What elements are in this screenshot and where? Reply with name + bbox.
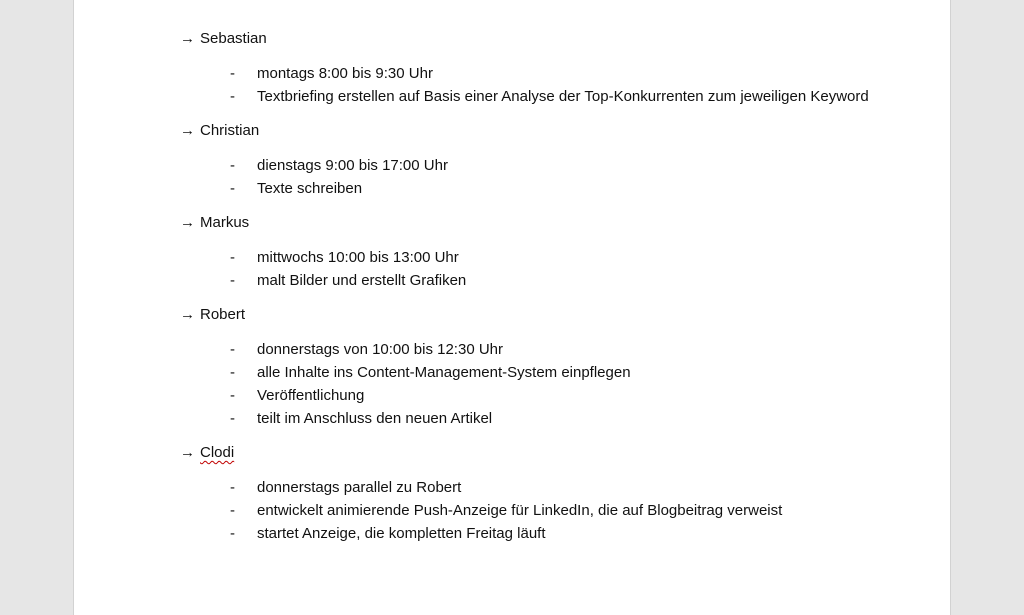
dash-bullet: - <box>230 249 235 266</box>
list-item-text: Textbriefing erstellen auf Basis einer Analyse der Top-Konkurrenten zum jeweiligen Keyword <box>257 88 869 105</box>
person-heading <box>180 211 880 234</box>
document-body[interactable] <box>180 27 880 556</box>
person-section <box>180 441 880 545</box>
list-item <box>180 85 880 108</box>
person-name: Robert <box>200 306 246 323</box>
dash-bullet: - <box>230 364 235 381</box>
list-item <box>180 384 880 407</box>
document-page <box>73 0 951 615</box>
list-item-text: entwickelt animierende Push-Anzeige für LinkedIn, die auf Blogbeitrag verweist <box>257 502 783 519</box>
list-item <box>180 361 880 384</box>
person-heading <box>180 441 880 464</box>
arrow-right-icon: → <box>180 122 195 139</box>
list-item-text: mittwochs 10:00 bis 13:00 Uhr <box>257 249 459 266</box>
list-item <box>180 246 880 269</box>
dash-bullet: - <box>230 479 235 496</box>
list-item-text: teilt im Anschluss den neuen Artikel <box>257 410 493 427</box>
person-section <box>180 119 880 200</box>
person-heading <box>180 27 880 50</box>
dash-bullet: - <box>230 65 235 82</box>
list-item <box>180 177 880 200</box>
task-list <box>180 62 880 108</box>
list-item <box>180 407 880 430</box>
dash-bullet: - <box>230 502 235 519</box>
list-item-text: dienstags 9:00 bis 17:00 Uhr <box>257 157 448 174</box>
task-list <box>180 476 880 545</box>
list-item-text: startet Anzeige, die kompletten Freitag läuft <box>257 525 546 542</box>
arrow-right-icon: → <box>180 306 195 323</box>
person-name-spellcheck-flagged: Clodi <box>200 444 235 461</box>
dash-bullet: - <box>230 180 235 197</box>
task-list <box>180 338 880 430</box>
person-heading <box>180 119 880 142</box>
dash-bullet: - <box>230 88 235 105</box>
person-section <box>180 211 880 292</box>
list-item-text: Veröffentlichung <box>257 387 365 404</box>
dash-bullet: - <box>230 410 235 427</box>
dash-bullet: - <box>230 157 235 174</box>
list-item-text: alle Inhalte ins Content-Management-System einpflegen <box>257 364 631 381</box>
list-item-text: Texte schreiben <box>257 180 363 197</box>
person-name: Markus <box>200 214 250 231</box>
list-item <box>180 338 880 361</box>
list-item-text: malt Bilder und erstellt Grafiken <box>257 272 467 289</box>
person-section <box>180 27 880 108</box>
dash-bullet: - <box>230 272 235 289</box>
list-item-text: donnerstags parallel zu Robert <box>257 479 462 496</box>
list-item <box>180 499 880 522</box>
arrow-right-icon: → <box>180 30 195 47</box>
task-list <box>180 246 880 292</box>
arrow-right-icon: → <box>180 214 195 231</box>
list-item <box>180 476 880 499</box>
task-list <box>180 154 880 200</box>
person-heading <box>180 303 880 326</box>
arrow-right-icon: → <box>180 444 195 461</box>
list-item <box>180 62 880 85</box>
dash-bullet: - <box>230 387 235 404</box>
list-item-text: montags 8:00 bis 9:30 Uhr <box>257 65 433 82</box>
dash-bullet: - <box>230 525 235 542</box>
list-item <box>180 522 880 545</box>
dash-bullet: - <box>230 341 235 358</box>
list-item <box>180 154 880 177</box>
person-name: Sebastian <box>200 30 267 47</box>
list-item-text: donnerstags von 10:00 bis 12:30 Uhr <box>257 341 503 358</box>
person-section <box>180 303 880 430</box>
list-item <box>180 269 880 292</box>
person-name: Christian <box>200 122 260 139</box>
